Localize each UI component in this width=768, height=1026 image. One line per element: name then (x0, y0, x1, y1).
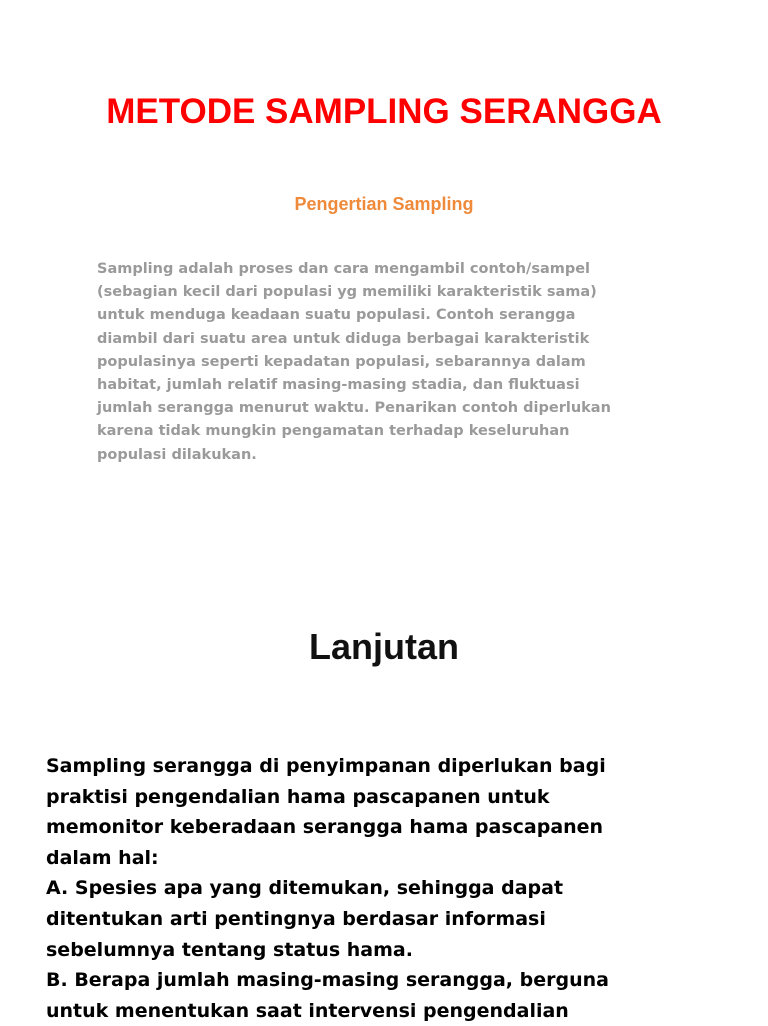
slide-1-body (97, 258, 697, 467)
body-line: populasinya seperti kepadatan populasi, sebarannya dalam (97, 353, 586, 370)
slide-2-title: Lanjutan (309, 626, 459, 667)
body-line: untuk menentukan saat intervensi pengendalian (46, 999, 569, 1022)
slide-2 (0, 576, 768, 1024)
body-line: sebelumnya tentang status hama. (46, 938, 413, 961)
body-line: Sampling adalah proses dan cara mengambil contoh/sampel (97, 261, 591, 277)
body-line: (sebagian kecil dari populasi yg memiliki karakteristik sama) (97, 284, 597, 301)
body-line: diambil dari suatu area untuk diduga berbagai karakteristik (97, 330, 590, 347)
body-line: dalam hal: (46, 846, 159, 869)
body-line: populasi dilakukan. (97, 446, 257, 463)
body-line: praktisi pengendalian hama pascapanen untuk (46, 785, 550, 808)
body-line: B. Berapa jumlah masing-masing serangga, berguna (46, 969, 609, 992)
slide-2-body (46, 751, 746, 1026)
body-line: ditentukan arti pentingnya berdasar informasi (46, 907, 546, 930)
slide-1-title: METODE SAMPLING SERANGGA (106, 92, 662, 131)
body-line: untuk menduga keadaan suatu populasi. Contoh serangga (97, 307, 576, 324)
slide-1-subtitle: Pengertian Sampling (294, 194, 474, 214)
body-line: A. Spesies apa yang ditemukan, sehingga dapat (46, 877, 564, 900)
body-line: memonitor keberadaan serangga hama pascapanen (46, 816, 604, 839)
body-line: Sampling serangga di penyimpanan diperlukan bagi (46, 755, 606, 777)
body-line: karena tidak mungkin pengamatan terhadap keseluruhan (97, 423, 570, 440)
body-line: habitat, jumlah relatif masing-masing stadia, dan fluktuasi (97, 377, 580, 394)
body-line: jumlah serangga menurut waktu. Penarikan contoh diperlukan (97, 400, 611, 417)
